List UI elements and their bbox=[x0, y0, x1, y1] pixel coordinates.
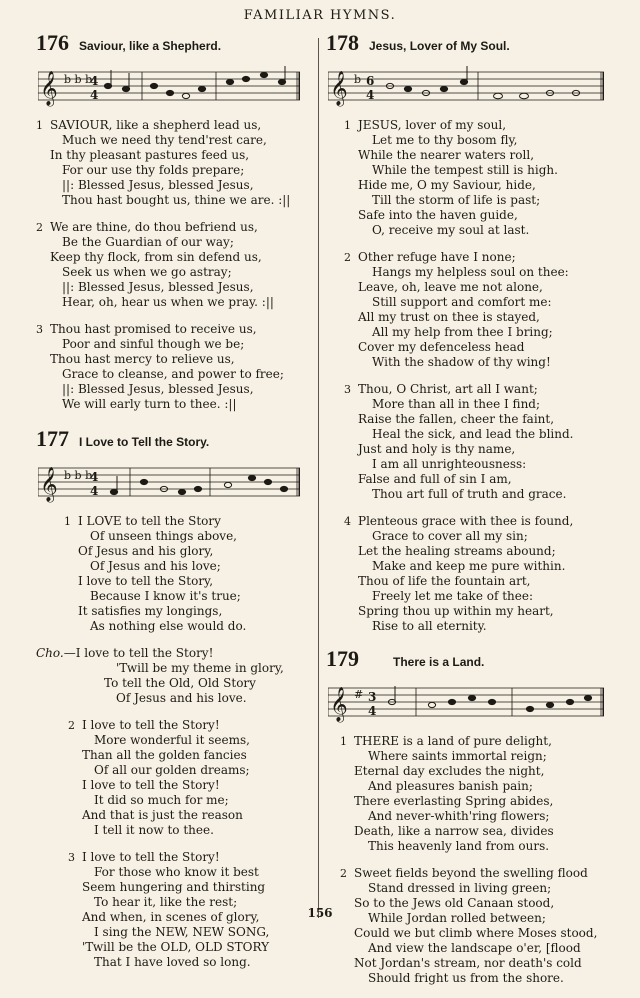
hymn-number: 176 bbox=[36, 30, 69, 55]
verse-line: Thou of life the fountain art, bbox=[358, 574, 531, 588]
verse-line: And view the landscape o'er, [flood bbox=[368, 941, 581, 955]
verse-line: Just and holy is thy name, bbox=[358, 442, 516, 456]
verse-text: 1 bbox=[344, 119, 351, 132]
verse-line: Poor and sinful though we be; bbox=[62, 337, 245, 351]
verse-line bbox=[36, 322, 306, 337]
verse-line: Hear, oh, hear us when we pray. :|| bbox=[62, 295, 274, 309]
verse-line: ||: Blessed Jesus, blessed Jesus, bbox=[62, 178, 254, 192]
verse-line: Rise to all eternity. bbox=[372, 619, 487, 633]
verse-line: And never-whith'ring flowers; bbox=[368, 809, 550, 823]
stanza bbox=[36, 118, 306, 208]
verse-line: To tell the Old, Old Story bbox=[104, 676, 256, 690]
verse-line: Grace to cleanse, and power to free; bbox=[62, 367, 284, 381]
verse-line: Heal the sick, and lead the blind. bbox=[372, 427, 574, 441]
verse-line: All my trust on thee is stayed, bbox=[358, 310, 540, 324]
verse-line: In thy pleasant pastures feed us, bbox=[50, 148, 250, 162]
verse-line bbox=[68, 718, 306, 733]
stanza bbox=[36, 514, 306, 634]
chorus bbox=[36, 646, 306, 706]
verse-line: Thou art full of truth and grace. bbox=[372, 487, 567, 501]
treble-clef-icon: 𝄞 bbox=[330, 71, 348, 106]
svg-text:4: 4 bbox=[90, 74, 99, 88]
chorus-label: Cho. bbox=[36, 646, 64, 660]
verse-line: Seek us when we go astray; bbox=[62, 265, 232, 279]
verse-line: False and full of sin I am, bbox=[358, 472, 512, 486]
verse-text: I love to tell the Story! bbox=[82, 718, 220, 732]
verse-line bbox=[344, 118, 616, 133]
verse-line: Much we need thy tend'rest care, bbox=[62, 133, 267, 147]
stanza bbox=[36, 718, 306, 838]
verse-line: While the nearer waters roll, bbox=[358, 148, 535, 162]
verse-line: Stand dressed in living green; bbox=[368, 881, 552, 895]
key-signature: b b b bbox=[64, 469, 93, 482]
verse-line: Where saints immortal reign; bbox=[368, 749, 547, 763]
verse-line: I sing the NEW, NEW SONG, bbox=[94, 925, 270, 939]
verse-text: 2 bbox=[340, 867, 347, 880]
verse-line bbox=[36, 118, 306, 133]
verse-text: THERE is a land of pure delight, bbox=[354, 734, 552, 748]
verse-text: 2 bbox=[36, 221, 43, 234]
hymn-title: Saviour, like a Shepherd. bbox=[79, 39, 222, 53]
verse-line: While the tempest still is high. bbox=[372, 163, 558, 177]
verse-line: Grace to cover all my sin; bbox=[372, 529, 528, 543]
verse-line: Seem hungering and thirsting bbox=[82, 880, 266, 894]
page-number: 156 bbox=[307, 906, 333, 920]
verse-text: Thou, O Christ, art all I want; bbox=[358, 382, 538, 396]
verse-line: For our use thy folds prepare; bbox=[62, 163, 245, 177]
verse-line: Death, like a narrow sea, divides bbox=[354, 824, 554, 838]
verse-line: Thou hast mercy to relieve us, bbox=[50, 352, 235, 366]
verse-line: Freely let me take of thee: bbox=[372, 589, 534, 603]
verse-line bbox=[344, 250, 616, 265]
svg-text:6: 6 bbox=[366, 74, 375, 88]
stanza bbox=[36, 322, 306, 412]
verse-line: Let the healing streams abound; bbox=[358, 544, 556, 558]
verse-line: Of Jesus and his glory, bbox=[78, 544, 214, 558]
verse-line: This heavenly land from ours. bbox=[368, 839, 550, 853]
verse-line: There everlasting Spring abides, bbox=[354, 794, 554, 808]
hymn-number: 179 bbox=[326, 646, 359, 671]
verse-line: ||: Blessed Jesus, blessed Jesus, bbox=[62, 280, 254, 294]
verse-line bbox=[64, 514, 306, 529]
svg-text:4: 4 bbox=[90, 470, 99, 484]
svg-text:3: 3 bbox=[368, 690, 377, 704]
verse-line: Hangs my helpless soul on thee: bbox=[372, 265, 569, 279]
verse-line: O, receive my soul at last. bbox=[372, 223, 530, 237]
hymn-title: There is a Land. bbox=[393, 655, 485, 669]
verse-line: I love to tell the Story, bbox=[78, 574, 214, 588]
verse-line bbox=[36, 220, 306, 235]
key-signature: b bbox=[354, 73, 362, 86]
verse-line: Spring thou up within my heart, bbox=[358, 604, 554, 618]
verse-text: JESUS, lover of my soul, bbox=[358, 118, 507, 132]
verse-line: I love to tell the Story! bbox=[82, 778, 220, 792]
verse-line bbox=[344, 382, 616, 397]
svg-text:4: 4 bbox=[366, 88, 375, 102]
verse-line: Safe into the haven guide, bbox=[358, 208, 518, 222]
verse-text: 1 bbox=[340, 735, 347, 748]
verse-text: Thou hast promised to receive us, bbox=[50, 322, 257, 336]
running-header: FAMILIAR HYMNS. bbox=[243, 8, 397, 23]
left-column bbox=[36, 30, 306, 982]
verse-line: Than all the golden fancies bbox=[82, 748, 247, 762]
treble-clef-icon: 𝄞 bbox=[330, 687, 348, 722]
verse-text: I LOVE to tell the Story bbox=[78, 514, 221, 528]
svg-text:4: 4 bbox=[90, 88, 99, 102]
verse-line: Thou hast bought us, thine we are. :|| bbox=[62, 193, 291, 207]
verse-line: And pleasures banish pain; bbox=[368, 779, 533, 793]
verse-line: I am all unrighteousness: bbox=[372, 457, 527, 471]
verse-text: Plenteous grace with thee is found, bbox=[358, 514, 574, 528]
stanza bbox=[326, 118, 616, 238]
verse-line: And that is just the reason bbox=[82, 808, 243, 822]
stanza bbox=[326, 734, 616, 854]
verse-line: It did so much for me; bbox=[94, 793, 229, 807]
verse-line: Leave, oh, leave me not alone, bbox=[358, 280, 543, 294]
verse-line: Eternal day excludes the night, bbox=[354, 764, 545, 778]
verse-line: With the shadow of thy wing! bbox=[372, 355, 551, 369]
verse-line: Of Jesus and his love. bbox=[116, 691, 247, 705]
verse-line: And when, in scenes of glory, bbox=[82, 910, 260, 924]
verse-line: Cover my defenceless head bbox=[358, 340, 525, 354]
verse-line bbox=[36, 646, 306, 661]
hymn-number: 178 bbox=[326, 30, 359, 55]
verse-line: As nothing else would do. bbox=[90, 619, 247, 633]
verse-text: Sweet fields beyond the swelling flood bbox=[354, 866, 588, 880]
verse-text: 1 bbox=[36, 119, 43, 132]
verse-line: All my help from thee I bring; bbox=[372, 325, 553, 339]
verse-text: 3 bbox=[68, 851, 75, 864]
verse-line: More than all in thee I find; bbox=[372, 397, 541, 411]
hymn-179 bbox=[326, 646, 616, 986]
verse-line: That I have loved so long. bbox=[94, 955, 251, 969]
verse-line: Of Jesus and his love; bbox=[90, 559, 221, 573]
verse-line: Should fright us from the shore. bbox=[368, 971, 564, 985]
verse-line: I tell it now to thee. bbox=[94, 823, 214, 837]
hymn-177 bbox=[36, 426, 306, 970]
verse-text: 4 bbox=[344, 515, 351, 528]
verse-line: Hide me, O my Saviour, hide, bbox=[358, 178, 536, 192]
music-staff bbox=[328, 66, 616, 108]
stanza bbox=[326, 866, 616, 986]
verse-line: Till the storm of life is past; bbox=[372, 193, 541, 207]
verse-text: I love to tell the Story! bbox=[82, 850, 220, 864]
verse-text: 1 bbox=[64, 515, 71, 528]
verse-line: Make and keep me pure within. bbox=[372, 559, 566, 573]
verse-line: We will early turn to thee. :|| bbox=[62, 397, 237, 411]
hymn-178 bbox=[326, 30, 616, 634]
key-signature: # bbox=[354, 688, 364, 701]
svg-text:4: 4 bbox=[90, 484, 99, 498]
verse-text: 3 bbox=[36, 323, 43, 336]
verse-line: 'Twill be the OLD, OLD STORY bbox=[82, 940, 270, 954]
verse-text: Other refuge have I none; bbox=[358, 250, 516, 264]
stanza bbox=[326, 514, 616, 634]
verse-line: Not Jordan's stream, nor death's cold bbox=[354, 956, 582, 970]
verse-text: SAVIOUR, like a shepherd lead us, bbox=[50, 118, 262, 132]
stanza bbox=[326, 382, 616, 502]
verse-text: 2 bbox=[344, 251, 351, 264]
verse-line: Could we but climb where Moses stood, bbox=[354, 926, 598, 940]
verse-line: More wonderful it seems, bbox=[94, 733, 250, 747]
verse-line bbox=[68, 850, 306, 865]
svg-text:4: 4 bbox=[368, 704, 377, 718]
verse-text: —I love to tell the Story! bbox=[63, 646, 214, 660]
verse-line: Let me to thy bosom fly, bbox=[372, 133, 518, 147]
hymn-number: 177 bbox=[36, 426, 69, 451]
treble-clef-icon: 𝄞 bbox=[40, 467, 58, 502]
verse-text: 3 bbox=[344, 383, 351, 396]
verse-line: To hear it, like the rest; bbox=[94, 895, 238, 909]
verse-line bbox=[340, 734, 616, 749]
music-staff bbox=[38, 66, 306, 108]
verse-text: We are thine, do thou befriend us, bbox=[50, 220, 258, 234]
verse-line bbox=[344, 514, 616, 529]
verse-line: For those who know it best bbox=[94, 865, 259, 879]
verse-line: Still support and comfort me: bbox=[372, 295, 552, 309]
music-staff bbox=[38, 462, 306, 504]
hymn-title: I Love to Tell the Story. bbox=[79, 435, 210, 449]
verse-line: So to the Jews old Canaan stood, bbox=[354, 896, 555, 910]
treble-clef-icon: 𝄞 bbox=[40, 71, 58, 106]
verse-line bbox=[340, 866, 616, 881]
music-staff bbox=[328, 682, 616, 724]
verse-line: 'Twill be my theme in glory, bbox=[116, 661, 284, 675]
verse-line: Of all our golden dreams; bbox=[94, 763, 250, 777]
hymn-176 bbox=[36, 30, 306, 412]
verse-line: ||: Blessed Jesus, blessed Jesus, bbox=[62, 382, 254, 396]
column-rule bbox=[318, 38, 319, 918]
verse-line: Of unseen things above, bbox=[90, 529, 237, 543]
hymn-title: Jesus, Lover of My Soul. bbox=[369, 39, 510, 53]
verse-line: Be the Guardian of our way; bbox=[62, 235, 234, 249]
verse-line: Raise the fallen, cheer the faint, bbox=[358, 412, 555, 426]
verse-line: While Jordan rolled between; bbox=[368, 911, 546, 925]
verse-line: Because I know it's true; bbox=[90, 589, 241, 603]
stanza bbox=[36, 220, 306, 310]
verse-line: It satisfies my longings, bbox=[78, 604, 223, 618]
stanza bbox=[326, 250, 616, 370]
right-column bbox=[326, 30, 616, 998]
verse-line: Keep thy flock, from sin defend us, bbox=[50, 250, 262, 264]
key-signature: b b b bbox=[64, 73, 93, 86]
verse-text: 2 bbox=[68, 719, 75, 732]
